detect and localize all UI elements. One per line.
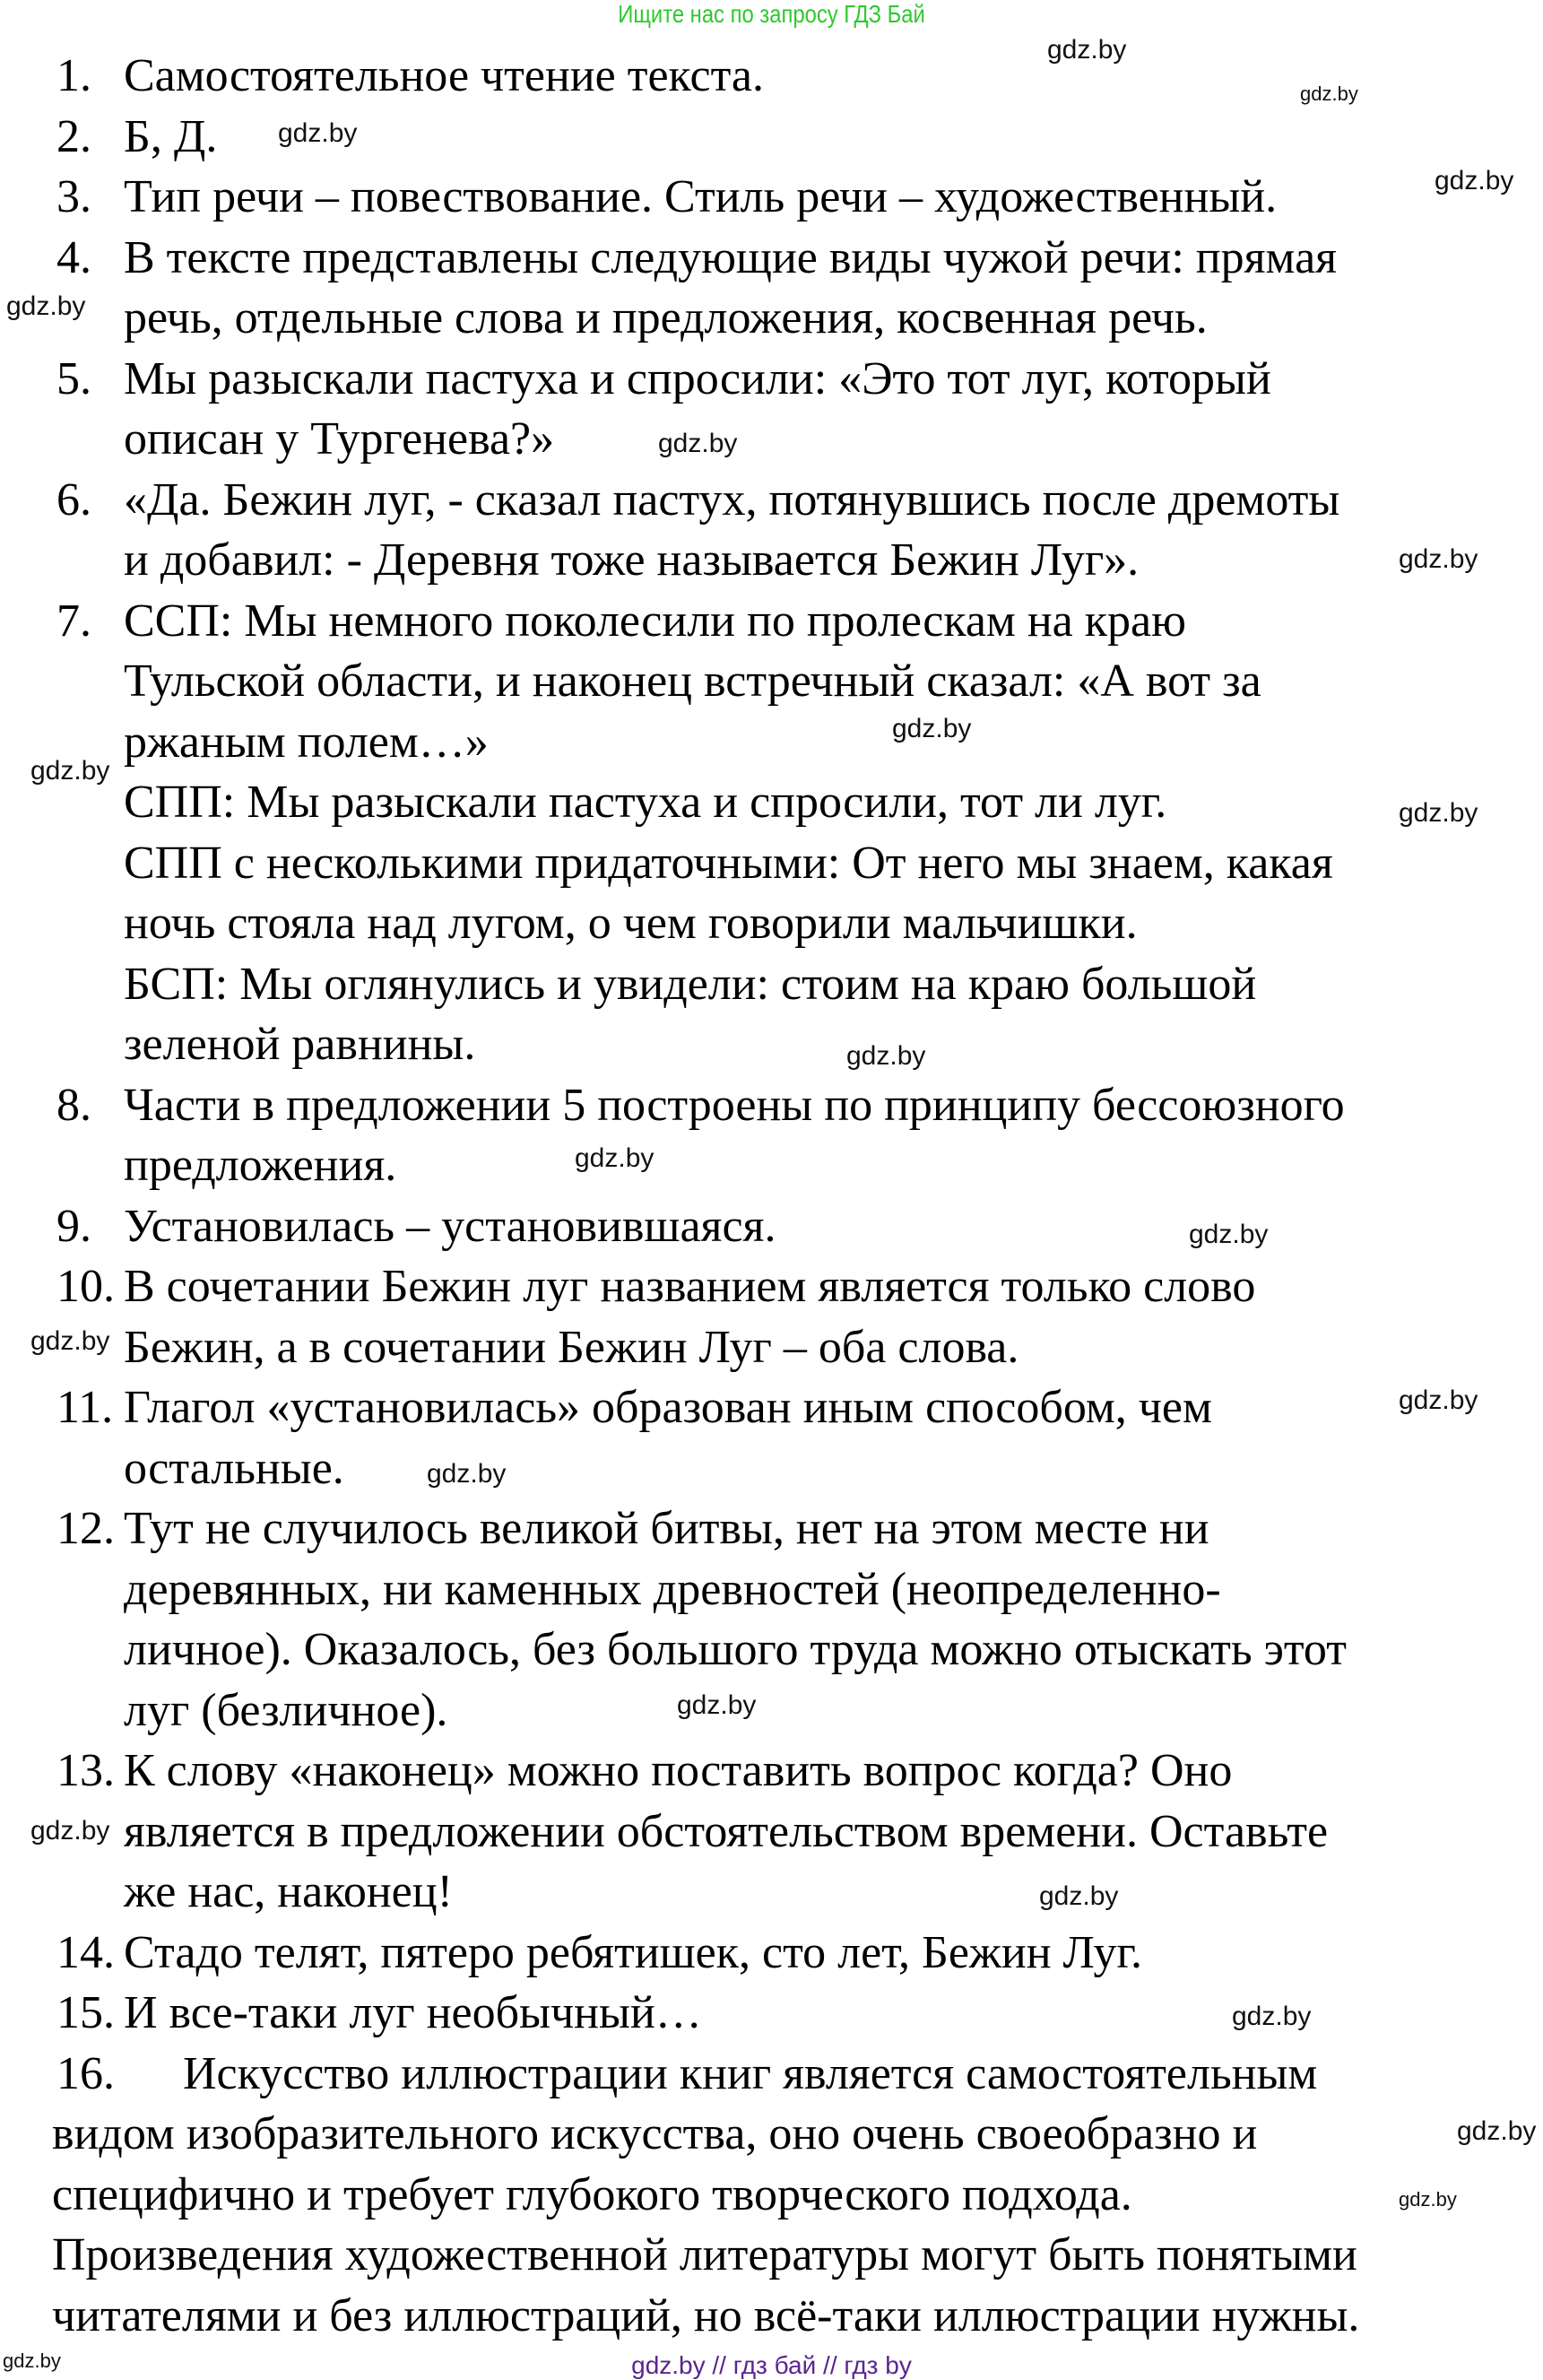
item-number: 9. (56, 1200, 91, 1252)
line-text: Стадо телят, пятеро ребятишек, сто лет, Бежин Луг. (124, 1926, 1142, 1978)
line-text: личное). Оказалось, без большого труда можно отыскать этот (124, 1624, 1347, 1675)
line-text: ржаным полем…» (124, 716, 489, 768)
line-text: предложения. (124, 1140, 397, 1191)
watermark: gdz.by (1039, 1881, 1119, 1911)
line-text: зеленой равнины. (124, 1019, 476, 1070)
text-line (0, 470, 1543, 531)
text-line (0, 1377, 1543, 1438)
text-line (0, 228, 1543, 289)
line-text: же нас, наконец! (124, 1866, 453, 1917)
text-line (0, 409, 1543, 470)
line-text: речь, отдельные слова и предложения, косвенная речь. (124, 292, 1208, 343)
search-hint-banner: Ищите нас по запросу ГДЗ Бай (618, 0, 925, 28)
watermark: gdz.by (1189, 1220, 1269, 1249)
text-line (0, 1317, 1543, 1378)
text-line (0, 1438, 1543, 1499)
line-text: читателями и без иллюстраций, но всё-таки иллюстрации нужны. (52, 2289, 1360, 2341)
line-text: является в предложении обстоятельством времени. Оставьте (124, 1805, 1329, 1857)
line-text: Мы разыскали пастуха и спросили: «Это тот луг, который (124, 352, 1271, 404)
line-text: Произведения художественной литературы могут быть понятыми (52, 2229, 1357, 2280)
watermark: gdz.by (278, 118, 358, 148)
watermark: gdz.by (658, 429, 738, 458)
line-text: Искусство иллюстрации книг является самостоятельным (183, 2047, 1318, 2099)
text-line (0, 1923, 1543, 1984)
watermark: gdz.by (427, 1459, 507, 1489)
item-number: 14. (56, 1926, 115, 1978)
line-text: и добавил: - Деревня тоже называется Бежин Луг». (124, 534, 1140, 586)
text-line (0, 1075, 1543, 1136)
watermark: gdz.by (1399, 1385, 1478, 1415)
watermark: gdz.by (1300, 83, 1358, 105)
item-number: 11. (56, 1382, 114, 1433)
text-line (0, 2165, 1543, 2226)
line-text: луг (безличное). (124, 1684, 448, 1736)
watermark: gdz.by (30, 756, 110, 786)
text-line (0, 2044, 1543, 2105)
item-number: 8. (56, 1079, 91, 1131)
item-number: 10. (56, 1261, 115, 1312)
text-line (0, 167, 1543, 228)
item-number: 12. (56, 1503, 115, 1554)
line-text: Тип речи – повествование. Стиль речи – художественный. (124, 171, 1278, 222)
watermark: gdz.by (892, 714, 972, 743)
line-text: Тут не случилось великой битвы, нет на этом месте ни (124, 1503, 1209, 1554)
text-line (0, 1135, 1543, 1196)
item-number: 16. (56, 2047, 115, 2099)
line-text: В сочетании Бежин луг названием является только слово (124, 1261, 1256, 1312)
text-line (0, 2225, 1543, 2286)
text-line (0, 530, 1543, 591)
line-text: Б, Д. (124, 110, 218, 162)
text-line (0, 1802, 1543, 1863)
watermark: gdz.by (1399, 2188, 1457, 2211)
item-number: 5. (56, 352, 91, 404)
item-number: 1. (56, 50, 91, 101)
line-text: видом изобразительного искусства, оно очень своеобразно и (52, 2108, 1258, 2159)
line-text: Бежин, а в сочетании Бежин Луг – оба слова. (124, 1321, 1019, 1373)
text-line (0, 651, 1543, 712)
text-line (0, 107, 1543, 168)
item-number: 2. (56, 110, 91, 162)
watermark: gdz.by (846, 1041, 926, 1071)
line-text: описан у Тургенева?» (124, 413, 555, 465)
line-text: остальные. (124, 1442, 344, 1494)
text-line (0, 1983, 1543, 2044)
text-line (0, 2104, 1543, 2165)
line-text: Установилась – установившаяся. (124, 1200, 776, 1252)
text-line (0, 833, 1543, 894)
footer-links: gdz.by // гдз бай // гдз by (631, 2351, 912, 2379)
watermark: gdz.by (1457, 2116, 1537, 2146)
watermark: gdz.by (575, 1143, 654, 1173)
item-number: 7. (56, 595, 91, 647)
item-number: 3. (56, 171, 91, 222)
item-number: 4. (56, 231, 91, 283)
line-text: Глагол «установилась» образован иным способом, чем (124, 1382, 1212, 1433)
line-text: СПП с несколькими придаточными: От него мы знаем, какая (124, 837, 1333, 889)
text-line (0, 1196, 1543, 1257)
text-line (0, 1559, 1543, 1620)
item-number: 15. (56, 1987, 115, 2038)
line-text: «Да. Бежин луг, - сказал пастух, потянувшись после дремоты (124, 473, 1340, 526)
text-line (0, 712, 1543, 773)
watermark: gdz.by (3, 2350, 61, 2372)
line-text: Тульской области, и наконец встречный сказал: «А вот за (124, 656, 1261, 707)
text-line (0, 1862, 1543, 1923)
line-text: деревянных, ни каменных древностей (неопределенно- (124, 1563, 1221, 1615)
watermark: gdz.by (30, 1816, 110, 1846)
watermark: gdz.by (30, 1326, 110, 1356)
watermark: gdz.by (1399, 544, 1478, 574)
line-text: Самостоятельное чтение текста. (124, 50, 765, 101)
text-line (0, 349, 1543, 410)
text-line (0, 1498, 1543, 1559)
text-line (0, 1256, 1543, 1317)
text-line (0, 954, 1543, 1015)
line-text: ССП: Мы немного поколесили по пролескам на краю (124, 595, 1186, 647)
line-text: БСП: Мы оглянулись и увидели: стоим на краю большой (124, 958, 1257, 1010)
watermark: gdz.by (1047, 35, 1127, 65)
line-text: К слову «наконец» можно поставить вопрос когда? Оно (124, 1745, 1233, 1796)
text-line (0, 1014, 1543, 1075)
text-line (0, 2286, 1543, 2347)
watermark: gdz.by (6, 291, 86, 321)
line-text: ночь стояла над лугом, о чем говорили мальчишки. (124, 898, 1138, 949)
watermark: gdz.by (1232, 2002, 1312, 2031)
line-text: Части в предложении 5 построены по принципу бессоюзного (124, 1079, 1345, 1131)
line-text: специфично и требует глубокого творческого подхода. (52, 2168, 1132, 2220)
text-line (0, 1741, 1543, 1802)
text-line (0, 1681, 1543, 1742)
watermark: gdz.by (1435, 166, 1514, 195)
line-text: В тексте представлены следующие виды чужой речи: прямая (124, 231, 1338, 283)
watermark: gdz.by (677, 1690, 757, 1720)
line-text: И все-таки луг необычный… (124, 1987, 702, 2038)
watermark: gdz.by (1399, 798, 1478, 828)
text-line (0, 1620, 1543, 1681)
text-line (0, 591, 1543, 652)
text-line (0, 288, 1543, 349)
text-line (0, 772, 1543, 833)
item-number: 6. (56, 473, 91, 526)
text-line (0, 893, 1543, 954)
item-number: 13. (56, 1745, 115, 1796)
line-text: СПП: Мы разыскали пастуха и спросили, тот ли луг. (124, 777, 1167, 828)
